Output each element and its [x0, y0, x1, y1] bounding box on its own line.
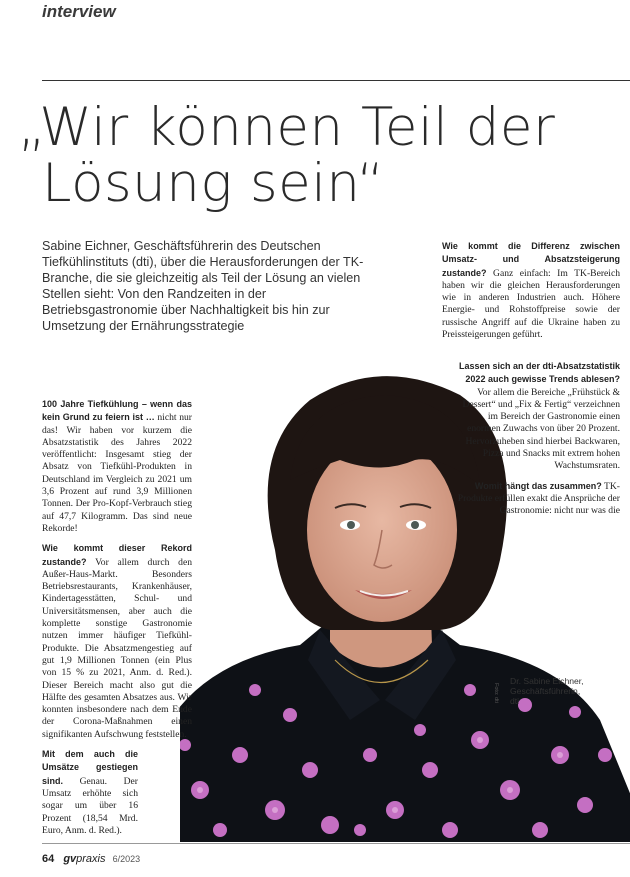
magazine-logo-part: praxis [76, 853, 106, 865]
intro-paragraph: Sabine Eichner, Geschäftsführerin des Deutschen Tiefkühlinstituts (dti), über die Herausforderungen der TK-Branche, die sie gleichzeitig als Teil der Lösung an vielen Stellen sieht: Von den Randzeiten in der Betriebsgastronomie über Nachhaltigkeit bis hin zur Umsetzung der Ernährungsstrategie [42, 239, 364, 333]
right-column-bottom [455, 360, 620, 525]
caption-line: dti [510, 696, 520, 707]
photo-caption [510, 676, 620, 707]
answer-text: Ganz einfach: Im TK-Bereich haben wir die gleichen Herausforderungen wie in anderen Industrien auch. Höhere Energie- und Rohstoffpreise sowie der russische Angriff auf die Ukraine haben zu Preissteigerungen geführt. [442, 267, 620, 341]
page-number: 64 [42, 853, 55, 865]
magazine-logo-part: gv [63, 853, 77, 865]
headline-line-1: „Wir können Teil der [18, 97, 556, 158]
answer-text: Genau. Der Umsatz erhöhte sich sogar um über 16 Prozent (18,54 Mrd. Euro, Anm. d. Red.). [42, 775, 138, 836]
question-text: Womit hängt das zusammen? [474, 480, 602, 491]
left-column [42, 398, 192, 844]
page-footer [42, 853, 140, 865]
answer-text: nicht nur das! Wir haben vor kurzem die Absatzstatistik des Jahres 2022 veröffentlicht: Insgesamt stieg der Absatz von Tiefkühl-Produkten in Deutschland im Vergleich zu 2021 um 3,6 Prozent auf rund 3,9 Millionen Tonnen. Der Pro-Kopf-Verbrauch stieg auf 47,7 Kilogramm. Das sind neue Rekorde! [42, 412, 192, 534]
top-rule [42, 80, 630, 81]
magazine-logo [63, 853, 105, 865]
caption-line: Dr. Sabine Eichner, [510, 676, 584, 686]
headline [18, 97, 618, 214]
answer-text: Vor allem die Bereiche „Frühstück & Dessert“ und „Fix & Fertig“ verzeichnen im Bereich der Gastronomie einen enormen Zuwachs von über 20 Prozent. Hervorzuheben sind hierbei Backwaren, Pizza und Snacks mit extrem hohen Wachstumsraten. [462, 386, 620, 472]
bottom-rule [42, 843, 630, 844]
answer-text: TK-Produkte erfüllen exakt die Ansprüche der Gastronomie: nicht nur was die [457, 480, 620, 517]
right-column-top [442, 240, 620, 341]
section-kicker: interview [42, 2, 116, 21]
caption-line: Geschäftsführerin, [510, 686, 581, 697]
question-text: Lassen sich an der dti-Absatzstatistik 2022 auch gewisse Trends ablesen? [458, 361, 620, 385]
issue-number: 6/2023 [112, 854, 141, 864]
question-text: 100 Jahre Tiefkühlung – wenn das kein Grund zu feiern ist … [42, 399, 192, 423]
question-text: Mit dem auch die Umsätze gestiegen sind. [42, 749, 138, 786]
photo-credit: Foto: dti [493, 683, 499, 703]
answer-text: Vor allem durch den Außer-Haus-Markt. Besonders Betriebsrestaurants, Krankenhäuser, Kindertagesstätten, Schul- und Universitätsmensen, aber auch die komplette sonstige Gastronomie nutzen immer häufiger Tiefkühl-Produkte. Die Absatzmengestieg auf gut 1,9 Millionen Tonnen (ein Plus von 15 % zu 2021, Anm. d. Red.). Dieser Bereich macht also gut die Hälfte des gesamten Absatzes aus. Wir konnten insbesondere nach dem Ende der Corona-Maßnahmen einen signifikanten Aufschwung feststellen. [42, 556, 192, 740]
question-text: Wie kommt dieser Rekord zustande? [42, 543, 192, 567]
question-text: Wie kommt die Differenz zwischen Umsatz- und Absatzsteigerung zustande? [442, 241, 620, 278]
headline-line-2: Lösung sein“ [42, 153, 385, 214]
